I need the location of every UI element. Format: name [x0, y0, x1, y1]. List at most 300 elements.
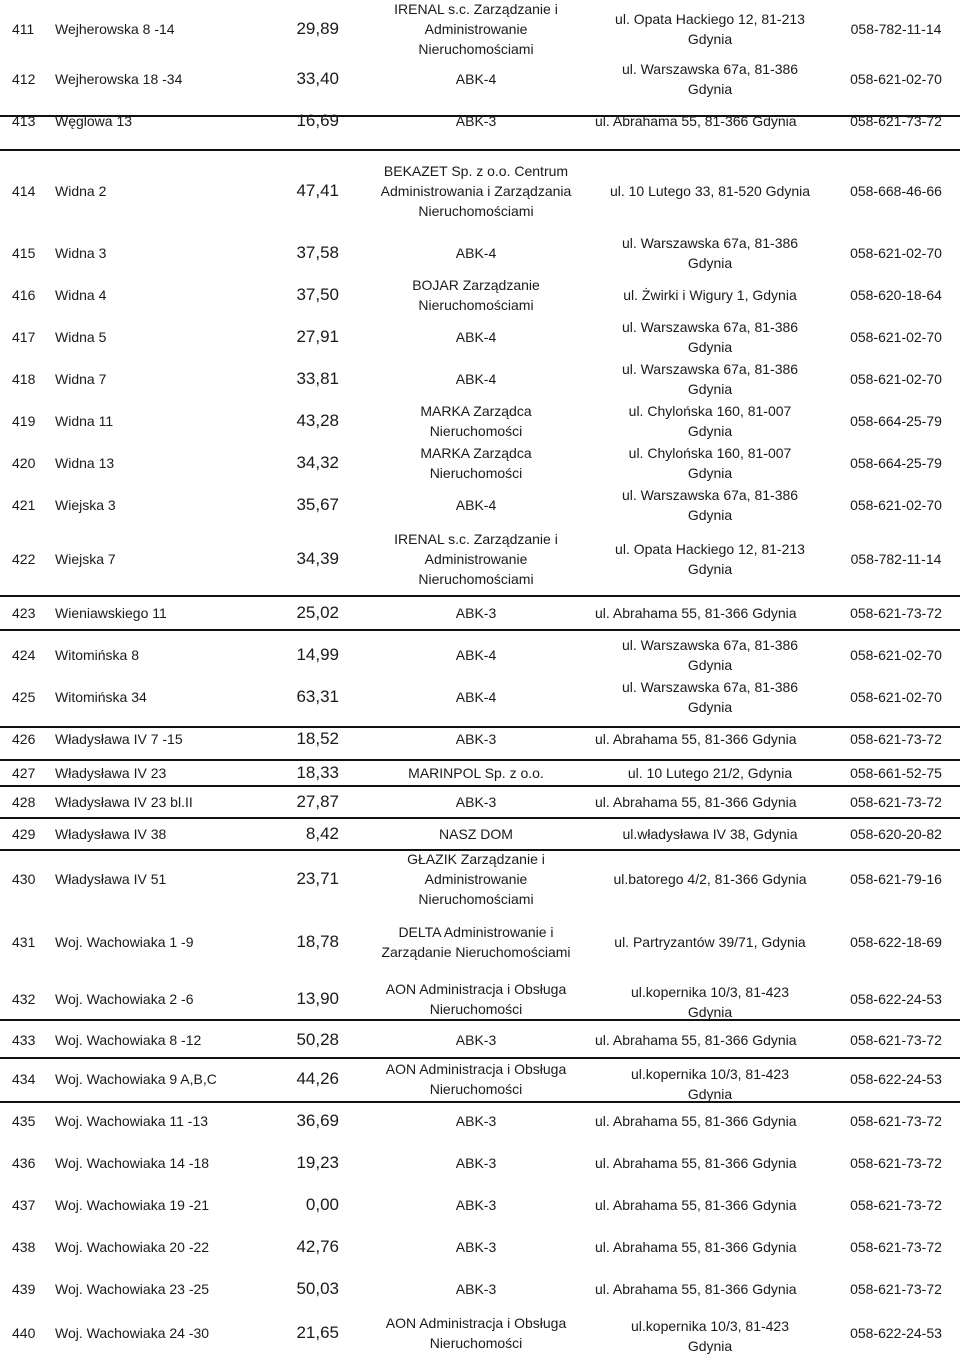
administrator-line: ABK-4	[455, 647, 497, 663]
phone-number: 058-621-73-72	[850, 1155, 942, 1171]
address-line: Gdynia	[687, 699, 733, 715]
table-row	[0, 316, 960, 358]
row-number: 429	[12, 826, 36, 842]
phone-number: 058-622-24-53	[850, 1324, 942, 1341]
street-name: Wejherowska 8 -14	[55, 21, 175, 37]
address-line: ul. Abrahama 55, 81-366 Gdynia	[595, 1031, 797, 1048]
administrator-line: Nieruchomości	[429, 423, 523, 439]
administrator-lines	[381, 922, 570, 962]
phone-number: 058-621-02-70	[850, 245, 942, 261]
address-line: ul. 10 Lutego 21/2, Gdynia	[627, 765, 793, 781]
address	[590, 976, 830, 1021]
area-value: 42,76	[296, 1237, 339, 1256]
address	[590, 316, 830, 358]
administrator-line: ABK-4	[455, 329, 497, 345]
administrator-line: AON Administracja i Obsługa	[385, 1061, 567, 1077]
administrator-line: Administrowania i Zarządzania	[380, 183, 572, 199]
address	[590, 760, 830, 786]
phone-number: 058-621-73-72	[850, 1281, 942, 1297]
administrator	[358, 676, 594, 718]
administrator-lines	[394, 529, 558, 589]
administrator	[358, 526, 594, 592]
administrator-lines	[456, 1111, 496, 1131]
administrator	[358, 484, 594, 526]
area-value: 8,42	[305, 824, 339, 843]
table-row	[0, 1268, 960, 1310]
administrator-lines	[456, 69, 496, 89]
phone-number: 058-621-02-70	[850, 689, 942, 705]
address	[595, 1268, 835, 1310]
address-line: ul. Abrahama 55, 81-366 Gdynia	[595, 605, 797, 621]
address	[590, 358, 830, 400]
address-lines	[622, 485, 798, 525]
area-value: 25,02	[296, 603, 339, 622]
administrator-line: ABK-4	[455, 497, 497, 513]
table-row	[0, 1310, 960, 1355]
address-line: ul.kopernika 10/3, 81-423	[631, 1318, 789, 1334]
address-line: Gdynia	[687, 1338, 733, 1354]
phone-number: 058-620-18-64	[850, 287, 942, 303]
administrator-lines	[386, 1313, 567, 1353]
administrator-line: IRENAL s.c. Zarządzanie i	[394, 531, 558, 547]
row-number: 427	[12, 765, 36, 781]
phone-number: 058-782-11-14	[850, 551, 942, 567]
administrator	[358, 1100, 594, 1142]
street-name: Wiejska 3	[55, 497, 116, 513]
area-value: 18,33	[296, 763, 339, 782]
row-number: 415	[12, 245, 36, 261]
row-number: 413	[12, 113, 36, 129]
street-name: Widna 11	[55, 413, 114, 429]
phone-number: 058-621-02-70	[850, 371, 942, 387]
address	[590, 0, 830, 58]
street-name: Witomińska 8	[55, 647, 140, 663]
table-row	[0, 1226, 960, 1268]
administrator-line: ABK-4	[455, 371, 497, 387]
administrator-line: ABK-4	[455, 71, 497, 87]
row-number: 440	[12, 1324, 36, 1341]
administrator-lines	[456, 687, 496, 707]
administrator-line: ABK-3	[455, 1239, 497, 1255]
administrator-lines	[456, 369, 496, 389]
administrator	[358, 786, 594, 818]
address-line: ul. Chylońska 160, 81-007	[628, 445, 792, 461]
street-name: Woj. Wachowiaka 24 -30	[55, 1324, 210, 1341]
row-number: 439	[12, 1281, 36, 1297]
administrator	[358, 100, 594, 142]
area-value: 34,32	[296, 453, 339, 472]
administrator-line: Administrowanie	[424, 871, 528, 887]
address-line: ul. Opata Hackiego 12, 81-213	[615, 11, 805, 27]
address-lines	[629, 401, 792, 441]
street-name: Woj. Wachowiaka 19 -21	[55, 1197, 210, 1213]
table-row	[0, 484, 960, 526]
administrator-lines	[456, 603, 496, 623]
row-number: 423	[12, 605, 36, 621]
administrator-lines	[456, 327, 496, 347]
address-line: ul. Abrahama 55, 81-366 Gdynia	[595, 731, 797, 747]
address-lines	[628, 763, 792, 783]
administrator-line: ABK-4	[455, 245, 497, 261]
phone-number: 058-622-18-69	[850, 934, 942, 950]
administrator-line: MARKA Zarządca	[420, 445, 532, 461]
administrator	[358, 1310, 594, 1355]
table-row	[0, 442, 960, 484]
administrator	[358, 592, 594, 634]
street-name: Woj. Wachowiaka 11 -13	[55, 1113, 209, 1129]
administrator-line: MARINPOL Sp. z o.o.	[408, 765, 544, 781]
address-line: Gdynia	[687, 381, 733, 397]
administrator-lines	[394, 0, 558, 59]
table-row	[0, 526, 960, 592]
address-line: Gdynia	[687, 339, 733, 355]
street-name: Woj. Wachowiaka 20 -22	[55, 1239, 210, 1255]
address-line: ul. Warszawska 67a, 81-386	[621, 361, 799, 377]
phone-number: 058-621-02-70	[850, 71, 942, 87]
area-value: 50,03	[296, 1279, 339, 1298]
address-lines	[613, 869, 806, 889]
address-lines	[622, 359, 798, 399]
administrator-line: ABK-3	[455, 1197, 497, 1213]
street-name: Władysława IV 23 bl.II	[55, 794, 193, 810]
area-value: 29,89	[296, 19, 339, 38]
table-row	[0, 0, 960, 58]
phone-number: 058-621-73-72	[850, 1113, 942, 1129]
administrator-lines	[456, 111, 496, 131]
row-number: 418	[12, 371, 36, 387]
address-line: ul. Warszawska 67a, 81-386	[621, 487, 799, 503]
address-line: ul. Żwirki i Wigury 1, Gdynia	[623, 287, 797, 303]
phone-number: 058-664-25-79	[850, 455, 942, 471]
address	[590, 526, 830, 592]
table-row	[0, 400, 960, 442]
address	[590, 150, 830, 232]
address-lines	[614, 932, 805, 952]
phone-number: 058-621-02-70	[850, 647, 942, 663]
phone-number: 058-661-52-75	[850, 765, 942, 781]
administrator	[358, 1021, 594, 1058]
address-line: ul. Abrahama 55, 81-366 Gdynia	[595, 1239, 797, 1255]
address-line: ul. Chylońska 160, 81-007	[628, 403, 792, 419]
administrator-line: AON Administracja i Obsługa	[385, 980, 567, 997]
phone-number: 058-621-79-16	[850, 871, 942, 887]
phone-number: 058-622-24-53	[850, 990, 942, 1007]
administrator	[358, 850, 594, 908]
address	[590, 1058, 830, 1100]
row-number: 437	[12, 1197, 36, 1213]
row-number: 416	[12, 287, 36, 303]
street-name: Witomińska 34	[55, 689, 147, 705]
address-line: ul. Abrahama 55, 81-366 Gdynia	[595, 1197, 797, 1213]
address	[590, 818, 830, 850]
address-lines	[623, 285, 796, 305]
address-line: ul. Abrahama 55, 81-366 Gdynia	[595, 1113, 797, 1129]
area-value: 50,28	[296, 1029, 339, 1049]
administrator-line: GŁAZIK Zarządzanie i	[407, 851, 545, 867]
street-name: Woj. Wachowiaka 23 -25	[55, 1281, 210, 1297]
table-row	[0, 850, 960, 908]
area-value: 44,26	[296, 1069, 339, 1088]
table-row	[0, 676, 960, 718]
street-name: Wieniawskiego 11	[55, 605, 167, 621]
address-lines	[615, 9, 805, 49]
administrator	[358, 0, 594, 58]
table-row	[0, 786, 960, 818]
administrator	[358, 818, 594, 850]
address-lines	[622, 317, 798, 357]
table-row	[0, 592, 960, 634]
row-number: 419	[12, 413, 36, 429]
administrator-lines	[386, 1059, 567, 1099]
area-value: 14,99	[296, 645, 339, 664]
area-value: 0,00	[305, 1195, 339, 1214]
address-line: ul. Abrahama 55, 81-366 Gdynia	[595, 113, 797, 129]
phone-number: 058-621-73-72	[850, 1239, 942, 1255]
address-line: ul. Partryzantów 39/71, Gdynia	[614, 934, 806, 950]
address	[595, 592, 835, 634]
administrator-lines	[456, 1195, 496, 1215]
table-row	[0, 1142, 960, 1184]
address-line: ul.kopernika 10/3, 81-423	[631, 984, 789, 1000]
street-name: Woj. Wachowiaka 14 -18	[55, 1155, 210, 1171]
administrator-line: DELTA Administrowanie i	[398, 924, 554, 940]
phone-number: 058-621-73-72	[850, 1031, 942, 1048]
address-line: ul.władysława IV 38, Gdynia	[622, 826, 798, 842]
address	[595, 1021, 835, 1058]
administrator	[358, 150, 594, 232]
row-number: 411	[12, 21, 35, 37]
area-value: 37,50	[296, 285, 339, 304]
phone-number: 058-621-73-72	[850, 794, 942, 810]
administrator-lines	[456, 792, 496, 812]
administrator-line: MARKA Zarządca	[420, 403, 532, 419]
address-line: ul. Warszawska 67a, 81-386	[621, 679, 799, 695]
address-line: ul. Warszawska 67a, 81-386	[621, 235, 799, 251]
address-line: Gdynia	[687, 465, 733, 481]
administrator-line: Nieruchomościami	[418, 571, 534, 587]
phone-number: 058-782-11-14	[850, 21, 942, 37]
address-line: Gdynia	[687, 255, 733, 271]
street-name: Władysława IV 23	[55, 765, 167, 781]
table-row	[0, 908, 960, 976]
administrator-line: Nieruchomości	[429, 1081, 523, 1097]
administrator-line: AON Administracja i Obsługa	[385, 1314, 567, 1331]
area-value: 27,87	[296, 792, 339, 811]
address	[595, 1226, 835, 1268]
administrator-line: IRENAL s.c. Zarządzanie i	[394, 1, 558, 17]
phone-number: 058-621-73-72	[850, 605, 942, 621]
address-lines	[622, 824, 797, 844]
administrator-line: ABK-4	[455, 689, 497, 705]
administrator-lines	[439, 824, 513, 844]
row-number: 417	[12, 329, 36, 345]
administrator-line: ABK-3	[455, 1155, 497, 1171]
administrator-lines	[456, 1279, 496, 1299]
area-value: 16,69	[296, 111, 339, 130]
administrator-lines	[386, 979, 567, 1019]
street-name: Wiejska 7	[55, 551, 116, 567]
street-name: Woj. Wachowiaka 9 A,B,C	[55, 1071, 217, 1087]
address-line: ul. 10 Lutego 33, 81-520 Gdynia	[609, 183, 811, 199]
street-name: Widna 4	[55, 287, 107, 303]
table-row	[0, 976, 960, 1021]
administrator	[358, 442, 594, 484]
address-line: Gdynia	[687, 507, 733, 523]
table-row	[0, 1184, 960, 1226]
administrator-lines	[412, 275, 540, 315]
phone-number: 058-621-02-70	[850, 497, 942, 513]
row-number: 426	[12, 731, 36, 747]
address	[590, 58, 830, 100]
address-line: Gdynia	[687, 1086, 733, 1102]
address-line: Gdynia	[687, 31, 733, 47]
table-row	[0, 150, 960, 232]
table-row	[0, 358, 960, 400]
administrator-lines	[456, 495, 496, 515]
administrator	[358, 274, 594, 316]
administrator-line: Nieruchomościami	[418, 203, 534, 219]
phone-number: 058-621-02-70	[850, 329, 942, 345]
street-name: Władysława IV 51	[55, 871, 167, 887]
administrator-lines	[381, 161, 572, 221]
address	[590, 908, 830, 976]
address-line: Gdynia	[687, 657, 733, 673]
street-name: Woj. Wachowiaka 2 -6	[55, 990, 194, 1007]
administrator-line: ABK-3	[455, 731, 497, 747]
address-lines	[622, 233, 798, 273]
address-line: ul. Abrahama 55, 81-366 Gdynia	[595, 1155, 797, 1171]
area-value: 35,67	[296, 495, 339, 514]
address	[590, 232, 830, 274]
administrator	[358, 634, 594, 676]
phone-number: 058-664-25-79	[850, 413, 942, 429]
address	[595, 1142, 835, 1184]
address-lines	[622, 677, 798, 717]
address	[590, 634, 830, 676]
row-number: 436	[12, 1155, 36, 1171]
street-name: Woj. Wachowiaka 1 -9	[55, 934, 194, 950]
address-lines	[631, 1058, 789, 1104]
row-number: 433	[12, 1031, 36, 1048]
administrator-line: Nieruchomościami	[418, 41, 534, 57]
address	[590, 484, 830, 526]
address-lines	[622, 635, 798, 675]
administrator	[358, 400, 594, 442]
address-lines	[631, 976, 789, 1022]
street-name: Widna 7	[55, 371, 107, 387]
table-row	[0, 718, 960, 760]
address-lines	[610, 181, 810, 201]
address	[590, 676, 830, 718]
table-row	[0, 760, 960, 786]
address	[590, 274, 830, 316]
address-line: ul. Warszawska 67a, 81-386	[621, 319, 799, 335]
table-row	[0, 274, 960, 316]
street-name: Woj. Wachowiaka 8 -12	[55, 1031, 202, 1048]
table-row	[0, 58, 960, 100]
area-value: 23,71	[296, 869, 339, 888]
address	[595, 1184, 835, 1226]
administrator	[358, 908, 594, 976]
phone-number: 058-621-73-72	[850, 1197, 942, 1213]
area-value: 63,31	[296, 687, 339, 706]
address-line: Gdynia	[687, 423, 733, 439]
administrator-lines	[456, 729, 496, 749]
administrator-lines	[408, 763, 544, 783]
administrator-line: Administrowanie	[424, 551, 528, 567]
area-value: 36,69	[296, 1111, 339, 1130]
table-row	[0, 1100, 960, 1142]
area-value: 34,39	[296, 549, 339, 568]
administrator-line: ABK-3	[455, 1113, 497, 1129]
administrator-line: Nieruchomości	[429, 1334, 523, 1351]
area-value: 43,28	[296, 411, 339, 430]
administrator-lines	[456, 1153, 496, 1173]
administrator-lines	[456, 1237, 496, 1257]
administrator-line: Nieruchomościami	[418, 297, 534, 313]
address	[595, 1100, 835, 1142]
row-number: 432	[12, 990, 36, 1007]
row-number: 424	[12, 647, 36, 663]
address-line: Gdynia	[687, 561, 733, 577]
administrator-lines	[456, 243, 496, 263]
administrator-line: ABK-3	[455, 1031, 497, 1048]
address-lines	[631, 1310, 789, 1356]
administrator-line: Administrowanie	[424, 21, 528, 37]
administrator-lines	[407, 849, 545, 909]
street-name: Widna 3	[55, 245, 107, 261]
administrator	[358, 1058, 594, 1100]
row-number: 435	[12, 1113, 36, 1129]
administrator-lines	[456, 645, 496, 665]
address-line: ul. Warszawska 67a, 81-386	[621, 61, 799, 77]
area-value: 21,65	[296, 1322, 339, 1342]
address-line: ul. Abrahama 55, 81-366 Gdynia	[595, 794, 797, 810]
table-row	[0, 232, 960, 274]
area-value: 47,41	[296, 181, 339, 200]
row-number: 412	[12, 71, 36, 87]
street-name: Wejherowska 18 -34	[55, 71, 183, 87]
street-name: Widna 13	[55, 455, 115, 471]
administrator-line: BEKAZET Sp. z o.o. Centrum	[383, 163, 569, 179]
street-name: Widna 5	[55, 329, 107, 345]
phone-number: 058-622-24-53	[850, 1071, 942, 1087]
administrator-line: Nieruchomości	[429, 1000, 523, 1017]
address-line: ul. Abrahama 55, 81-366 Gdynia	[595, 1281, 797, 1297]
address-line: ul.kopernika 10/3, 81-423	[631, 1066, 789, 1082]
row-number: 438	[12, 1239, 36, 1255]
row-number: 425	[12, 689, 36, 705]
address	[590, 850, 830, 908]
administrator	[358, 232, 594, 274]
area-value: 18,52	[296, 729, 339, 748]
administrator	[358, 358, 594, 400]
table-row	[0, 818, 960, 850]
address	[595, 718, 835, 760]
administrator-line: Zarządanie Nieruchomościami	[381, 944, 571, 960]
address	[590, 400, 830, 442]
address-line: ul. Warszawska 67a, 81-386	[621, 637, 799, 653]
area-value: 27,91	[296, 327, 339, 346]
phone-number: 058-668-46-66	[850, 183, 942, 199]
phone-number: 058-621-73-72	[850, 731, 942, 747]
row-number: 414	[12, 183, 36, 199]
administrator	[358, 58, 594, 100]
table-row	[0, 100, 960, 142]
address-line: ul.batorego 4/2, 81-366 Gdynia	[613, 871, 807, 887]
administrator	[358, 1226, 594, 1268]
phone-number: 058-621-73-72	[850, 113, 942, 129]
